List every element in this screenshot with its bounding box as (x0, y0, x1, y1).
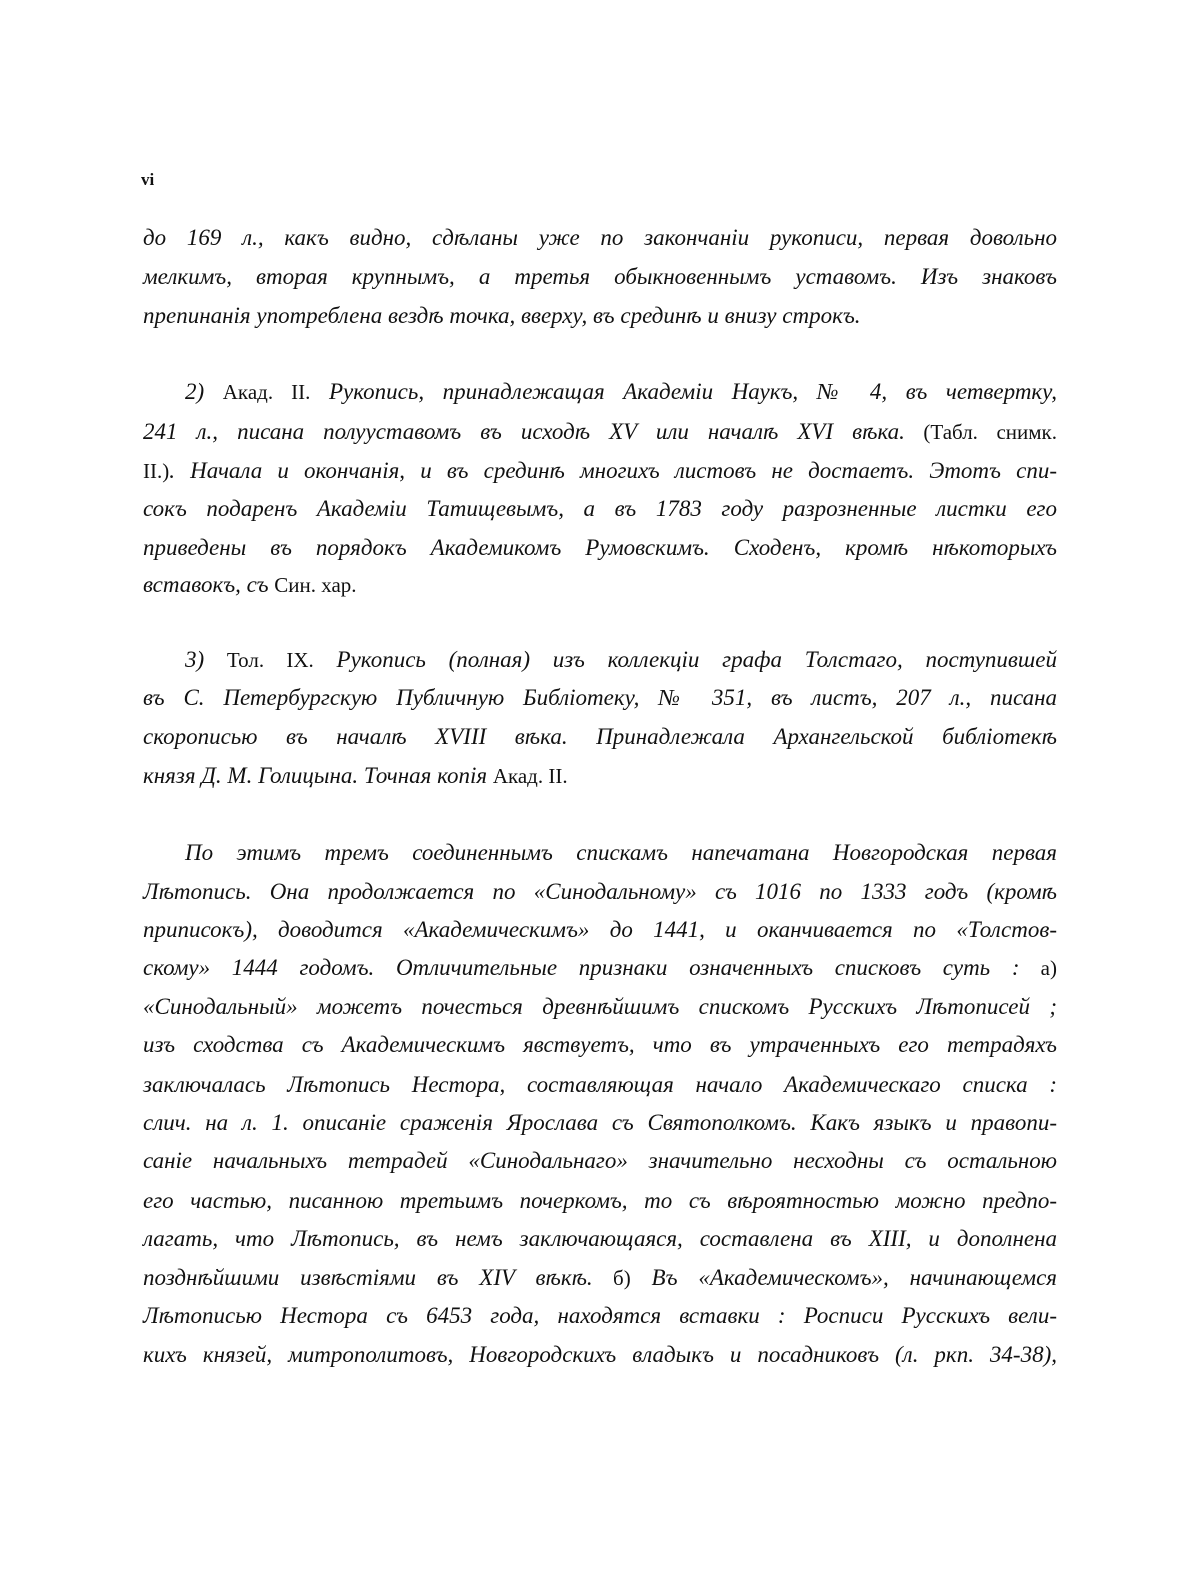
page-number: vi (141, 170, 155, 189)
italic-text: Въ «Академическомъ», начинающемся (630, 1265, 1057, 1290)
italic-text: Лѣтописью Нестора съ 6453 года, находятся вставки : Росписи Русскихъ вели- (143, 1303, 1057, 1328)
italic-text: скорописью въ началѣ XVIII вѣка. Принадлежала Архангельской библіотекѣ (143, 724, 1057, 749)
text-line (143, 955, 1057, 985)
text-line (143, 1342, 1057, 1372)
italic-text: его частью, писанною третьимъ почеркомъ, то съ вѣроятностью можно предпо- (143, 1188, 1057, 1213)
text-line (143, 1188, 1057, 1218)
italic-text: Рукопись (полная) изъ коллекціи графа Толстаго, поступившей (313, 647, 1057, 672)
text-line (143, 1072, 1057, 1102)
italic-text: мелкимъ, вторая крупнымъ, а третья обыкновеннымъ уставомъ. Изъ знаковъ (143, 264, 1057, 289)
text-line (143, 685, 1057, 715)
text-line (143, 535, 1057, 565)
italic-text: 2) (185, 379, 223, 404)
upright-text: II.) (143, 459, 170, 483)
upright-text: б) (592, 1266, 631, 1290)
italic-text: сокъ подаренъ Академіи Татищевымъ, а въ 1783 году разрозненные листки его (143, 496, 1057, 521)
text-line (143, 763, 1057, 793)
text-line (143, 994, 1057, 1024)
text-line (143, 1226, 1057, 1256)
italic-text: скому» 1444 годомъ. Отличительные признаки означенныхъ списковъ суть : (143, 955, 1020, 980)
text-line (143, 225, 1057, 255)
italic-text: позднѣйшими извѣстіями въ XIV вѣкѣ. (143, 1265, 593, 1290)
text-line (143, 303, 1057, 333)
italic-text: препинанія употреблена вездѣ точка, вверху, въ срединѣ и внизу строкъ. (143, 303, 861, 328)
upright-text: а) (1019, 956, 1057, 980)
italic-text: изъ сходства съ Академическимъ явствуетъ, что въ утраченныхъ его тетрадяхъ (143, 1032, 1057, 1057)
upright-text: Тол. IX. (226, 648, 314, 672)
italic-text: до 169 л., какъ видно, сдѣланы уже по закончаніи рукописи, первая довольно (143, 225, 1057, 250)
text-line (185, 379, 1057, 409)
italic-text: вставокъ, съ (143, 572, 275, 597)
italic-text: . Начала и окончанія, и въ срединѣ многихъ листовъ не достаетъ. Этотъ спи- (169, 458, 1057, 483)
upright-text: (Табл. снимк. (904, 420, 1057, 444)
text-line (143, 264, 1057, 294)
text-line (143, 1032, 1057, 1062)
upright-text: Акад. II. (492, 764, 568, 788)
text-line (143, 419, 1057, 449)
upright-text: Син. хар. (274, 573, 357, 597)
italic-text: слич. на л. 1. описаніе сраженія Ярослава съ Святополкомъ. Какъ языкъ и правопи- (143, 1110, 1057, 1135)
italic-text: лагать, что Лѣтопись, въ немъ заключающаяся, составлена въ XIII, и дополнена (143, 1226, 1057, 1251)
italic-text: въ С. Петербургскую Публичную Библіотеку, № 351, въ листъ, 207 л., писана (143, 685, 1057, 710)
italic-text: кихъ князей, митрополитовъ, Новгородскихъ владыкъ и посадниковъ (л. ркп. 34-38), (143, 1342, 1057, 1367)
italic-text: 3) (185, 647, 227, 672)
italic-text: приведены въ порядокъ Академикомъ Румовскимъ. Сходенъ, кромѣ нѣкоторыхъ (143, 535, 1057, 560)
text-line (143, 724, 1057, 754)
italic-text: князя Д. М. Голицына. Точная копія (143, 763, 493, 788)
italic-text: приписокъ), доводится «Академическимъ» до 1441, и оканчивается по «Толстов- (143, 917, 1057, 942)
text-line (143, 879, 1057, 909)
text-line (143, 1265, 1057, 1295)
text-line (143, 917, 1057, 947)
italic-text: Рукопись, принадлежащая Академіи Наукъ, № 4, въ четвертку, (310, 379, 1057, 404)
text-line (185, 840, 1057, 870)
upright-text: Акад. II. (222, 380, 311, 404)
text-line (185, 647, 1057, 677)
text-line (143, 496, 1057, 526)
italic-text: Лѣтопись. Она продолжается по «Синодальному» съ 1016 по 1333 годъ (кромѣ (143, 879, 1057, 904)
text-line (143, 1110, 1057, 1140)
italic-text: «Синодальный» можетъ почесться древнѣйшимъ спискомъ Русскихъ Лѣтописей ; (143, 994, 1057, 1019)
text-line (143, 1303, 1057, 1333)
italic-text: заключалась Лѣтопись Нестора, составляющая начало Академическаго списка : (143, 1072, 1057, 1097)
text-line (143, 1148, 1057, 1178)
text-line (143, 458, 1057, 488)
italic-text: По этимъ тремъ соединеннымъ спискамъ напечатана Новгородская первая (185, 840, 1057, 865)
italic-text: 241 л., писана полууставомъ въ исходѣ XV или началѣ XVI вѣка. (143, 419, 905, 444)
text-line (143, 572, 1057, 602)
italic-text: саніе начальныхъ тетрадей «Синодальнаго» значительно несходны съ остальною (143, 1148, 1057, 1173)
